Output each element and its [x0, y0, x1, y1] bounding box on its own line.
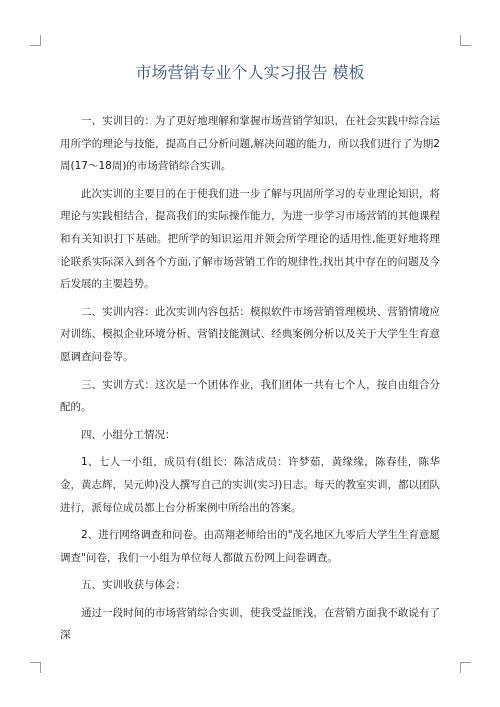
paragraph-gains-body: 通过一段时间的市场营销综合实训，使我受益匪浅，在营销方面我不敢说有了深: [60, 606, 440, 642]
crop-mark-bottom-right: [460, 662, 471, 673]
paragraph-main-goal: 此次实训的主要目的在于使我们进一步了解与巩固所学习的专业理论知识，将理论与实践相结合，提高我们的实际操作能力，为进一步学习市场营销的其他课程和有关知识打下基础。把所学的知识运用并领会所学理论的适用性,能更好地将理论联系实际深入到各个方面,了解市场营销工作的规律性,找出其中存在的问题及今后发展的主要趋势。: [60, 187, 440, 291]
document-title: 市场营销专业个人实习报告 模板: [135, 63, 365, 82]
paragraph-training-purpose: 一、实训目的：为了更好地理解和掌握市场营销学知识，在社会实践中综合运用所学的理论与技能，提高自己分析问题,解决问题的能力，所以我们进行了为期2周(17～18周)的市场营销综合实训。: [60, 115, 440, 173]
paragraph-group-division-heading: 四、小组分工情况：: [81, 428, 176, 441]
paragraph-training-content: 二、实训内容：此次实训内容包括：模拟软件市场营销管理模块、营销情境应对训练、模拟企业环境分析、营销技能测试、经典案例分析以及关于大学生生育意愿调查问卷等。: [60, 305, 440, 363]
paragraph-online-survey: 2、进行网络调查和问卷。由高翔老师给出的"茂名地区九零后大学生生育意愿调查"问卷，我们一小组为单位每人都做五份网上问卷调查。: [60, 529, 440, 564]
document-body: [60, 110, 440, 652]
crop-mark-top-left: [30, 35, 41, 46]
paragraph-gains-heading: 五、实训收获与体会：: [81, 579, 186, 592]
paragraph-group-members: 1、七人一小组，成员有(组长：陈洁成员：许梦茹，黄缘缘，陈春佳，陈华金，黄志辉，吴元帅)没人撰写自己的实训(实习)日志。每天的教室实训，都以团队进行，派每位成员都上台分析案例中所给出的答案。: [60, 456, 440, 514]
crop-mark-bottom-left: [30, 662, 41, 673]
paragraph-training-method: 三、实训方式：这次是一个团体作业，我们团体一共有七个人，按自由组合分配的。: [60, 378, 440, 414]
crop-mark-top-right: [460, 35, 471, 46]
